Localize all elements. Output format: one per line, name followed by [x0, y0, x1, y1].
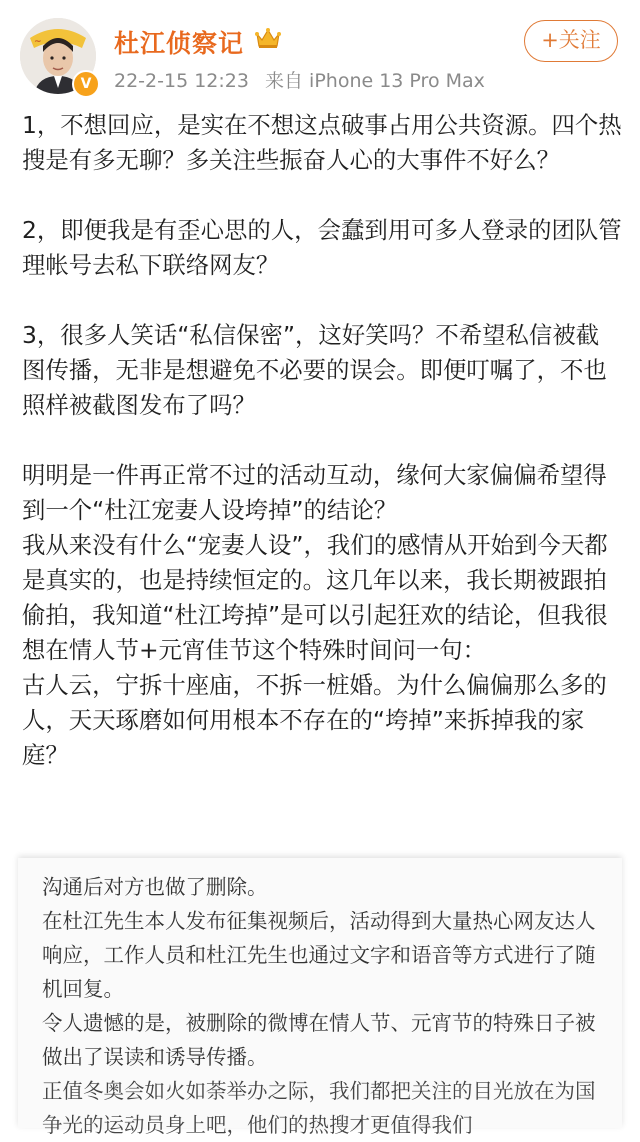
- post-source: 来自 iPhone 13 Pro Max: [265, 70, 485, 92]
- overlay-line-4: 正值冬奥会如火如荼举办之际，我们都把关注的目光放在为国争光的运动员身上吧，他们的热搜才更值得我们: [42, 1079, 596, 1137]
- svg-text:~: ~: [34, 37, 42, 47]
- post-paragraph-1: 1，不想回应，是实在不想这点破事占用公共资源。四个热搜是有多无聊？多关注些振奋人心的大事件不好么？: [22, 111, 622, 174]
- post-meta: [114, 66, 485, 93]
- verified-badge-icon: V: [72, 70, 100, 98]
- paragraph-gap: [22, 178, 622, 213]
- post-paragraph-3: 3，很多人笑话“私信保密”，这好笑吗？不希望私信被截图传播，无非是想避免不必要的误会。即便叮嘱了，不也照样被截图发布了吗？: [22, 321, 607, 419]
- overlay-line-3: 令人遗憾的是，被删除的微博在情人节、元宵节的特殊日子被做出了误读和诱导传播。: [42, 1011, 596, 1069]
- post-timestamp: 22-2-15 12:23: [114, 70, 249, 92]
- overlay-line-2: 在杜江先生本人发布征集视频后，活动得到大量热心网友达人响应，工作人员和杜江先生也通过文字和语音等方式进行了随机回复。: [42, 909, 596, 1001]
- paragraph-gap: [22, 423, 622, 458]
- overlay-line-1: 沟通后对方也做了删除。: [42, 875, 268, 899]
- post-paragraph-4: 明明是一件再正常不过的活动互动，缘何大家偏偏希望得到一个“杜江宠妻人设垮掉”的结论？: [22, 461, 607, 524]
- crown-icon: [254, 26, 282, 50]
- post-paragraph-6: 古人云，宁拆十座庙，不拆一桩婚。为什么偏偏那么多的人，天天琢磨如何用根本不存在的“垮掉”来拆掉我的家庭？: [22, 671, 607, 769]
- post-body: [22, 108, 622, 773]
- overlay-text: [42, 870, 602, 1142]
- username[interactable]: 杜江侦察记: [114, 29, 245, 58]
- screenshot-overlay: [18, 858, 622, 1137]
- follow-button[interactable]: +关注: [524, 20, 618, 62]
- post-paragraph-5: 我从来没有什么“宠妻人设”，我们的感情从开始到今天都是真实的，也是持续恒定的。这几年以来，我长期被跟拍偷拍，我知道“杜江垮掉”是可以引起狂欢的结论，但我很想在情人节+元宵佳节这个特殊时间问一句：: [22, 531, 608, 664]
- post-paragraph-2: 2，即便我是有歪心思的人，会蠢到用可多人登录的团队管理帐号去私下联络网友？: [22, 216, 622, 279]
- paragraph-gap: [22, 283, 622, 318]
- post-header: [0, 0, 640, 100]
